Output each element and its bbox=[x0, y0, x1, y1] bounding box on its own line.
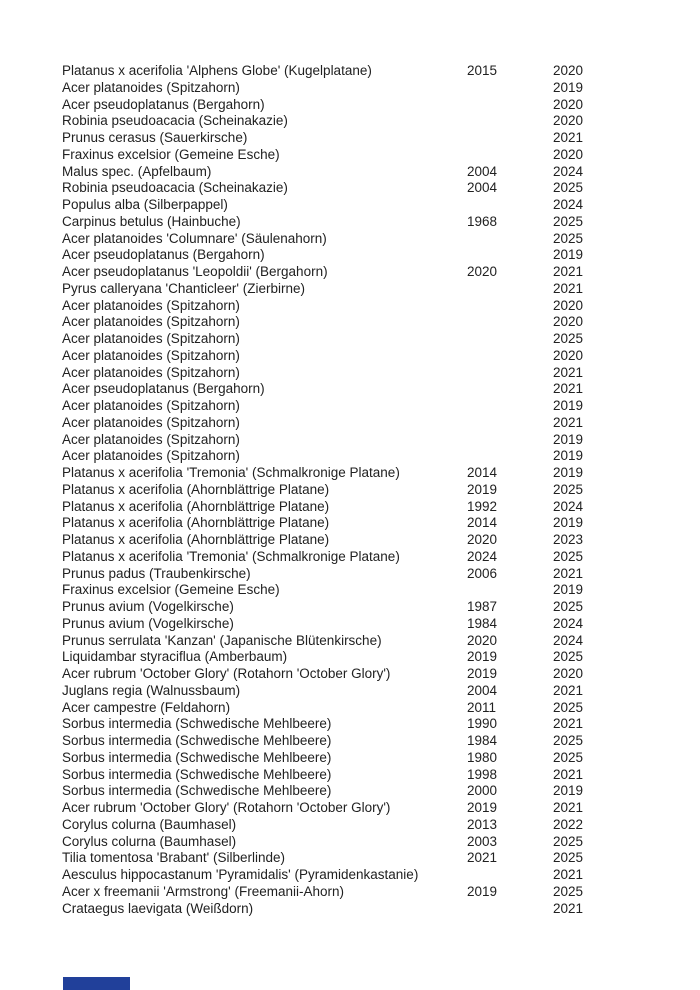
species-name: Acer platanoides (Spitzahorn) bbox=[62, 314, 240, 330]
year-second: 2025 bbox=[553, 230, 584, 246]
year-second: 2021 bbox=[553, 381, 584, 397]
table-row bbox=[62, 616, 622, 633]
table-row bbox=[62, 850, 622, 867]
species-name: Acer platanoides (Spitzahorn) bbox=[62, 297, 240, 313]
year-first bbox=[467, 582, 553, 599]
species-name: Tilia tomentosa 'Brabant' (Silberlinde) bbox=[62, 850, 286, 866]
year-second: 2021 bbox=[553, 766, 584, 782]
year-first: 1987 bbox=[467, 599, 498, 614]
year-first: 2019 bbox=[467, 883, 498, 899]
year-first: 1998 bbox=[467, 766, 498, 782]
year-second: 2024 bbox=[553, 632, 584, 648]
year-second: 2019 bbox=[553, 515, 584, 531]
year-first bbox=[467, 415, 553, 432]
year-second: 2019 bbox=[553, 431, 584, 447]
species-name: Fraxinus excelsior (Gemeine Esche) bbox=[62, 146, 280, 162]
table-row bbox=[62, 130, 622, 147]
table-row bbox=[62, 599, 622, 616]
year-first: 2013 bbox=[467, 816, 498, 832]
species-name: Acer platanoides (Spitzahorn) bbox=[62, 448, 240, 464]
year-second: 2025 bbox=[553, 749, 584, 765]
year-second: 2019 bbox=[553, 448, 584, 464]
species-name: Corylus colurna (Baumhasel) bbox=[62, 816, 237, 832]
table-row bbox=[62, 499, 622, 516]
species-name: Prunus avium (Vogelkirsche) bbox=[62, 599, 234, 614]
species-name: Acer pseudoplatanus (Bergahorn) bbox=[62, 96, 265, 112]
year-first bbox=[467, 348, 553, 365]
year-first bbox=[467, 298, 553, 315]
year-first: 2019 bbox=[467, 481, 498, 497]
species-name: Platanus x acerifolia 'Tremonia' (Schmalkronige Platane) bbox=[62, 465, 400, 480]
species-name: Robinia pseudoacacia (Scheinakazie) bbox=[62, 180, 288, 196]
species-name: Acer x freemanii 'Armstrong' (Freemanii-Ahorn) bbox=[62, 883, 344, 899]
year-second: 2025 bbox=[553, 331, 584, 346]
year-first: 2004 bbox=[467, 163, 498, 179]
table-row bbox=[62, 180, 622, 197]
year-first: 2019 bbox=[467, 666, 498, 681]
table-row bbox=[62, 415, 622, 432]
species-name: Acer pseudoplatanus 'Leopoldii' (Bergahorn) bbox=[62, 264, 328, 279]
table-row bbox=[62, 164, 622, 181]
species-name: Acer platanoides (Spitzahorn) bbox=[62, 414, 240, 430]
year-second: 2020 bbox=[553, 96, 584, 112]
tree-table bbox=[62, 63, 622, 917]
table-row bbox=[62, 649, 622, 666]
species-name: Sorbus intermedia (Schwedische Mehlbeere) bbox=[62, 766, 332, 782]
year-first: 1992 bbox=[467, 498, 498, 514]
year-first bbox=[467, 314, 553, 331]
year-first: 2011 bbox=[467, 699, 497, 715]
year-second: 2021 bbox=[553, 130, 584, 145]
species-name: Sorbus intermedia (Schwedische Mehlbeere) bbox=[62, 716, 332, 732]
year-second: 2024 bbox=[553, 163, 584, 179]
species-name: Sorbus intermedia (Schwedische Mehlbeere) bbox=[62, 733, 332, 748]
table-row bbox=[62, 566, 622, 583]
year-second: 2019 bbox=[553, 79, 584, 95]
year-second: 2020 bbox=[553, 146, 584, 162]
year-first bbox=[467, 381, 553, 398]
year-second: 2019 bbox=[553, 783, 584, 799]
species-name: Prunus avium (Vogelkirsche) bbox=[62, 615, 234, 631]
species-name: Platanus x acerifolia 'Tremonia' (Schmalkronige Platane) bbox=[62, 548, 400, 564]
species-name: Acer platanoides (Spitzahorn) bbox=[62, 364, 240, 380]
table-row bbox=[62, 800, 622, 817]
species-name: Platanus x acerifolia (Ahornblättrige Platane) bbox=[62, 515, 330, 531]
table-row bbox=[62, 750, 622, 767]
species-name: Sorbus intermedia (Schwedische Mehlbeere) bbox=[62, 749, 332, 765]
year-first bbox=[467, 448, 553, 465]
year-first: 1990 bbox=[467, 716, 498, 732]
species-name: Acer pseudoplatanus (Bergahorn) bbox=[62, 381, 265, 397]
species-name: Platanus x acerifolia (Ahornblättrige Platane) bbox=[62, 532, 330, 547]
year-first bbox=[467, 247, 553, 264]
year-second: 2021 bbox=[553, 800, 584, 815]
table-row bbox=[62, 398, 622, 415]
year-first: 2000 bbox=[467, 783, 498, 799]
year-first bbox=[467, 113, 553, 130]
year-second: 2020 bbox=[553, 63, 584, 78]
year-first: 2004 bbox=[467, 682, 498, 698]
year-first bbox=[467, 281, 553, 298]
year-first: 1984 bbox=[467, 733, 498, 748]
year-second: 2021 bbox=[553, 867, 584, 882]
year-second: 2021 bbox=[553, 565, 584, 581]
year-first: 2003 bbox=[467, 833, 498, 849]
species-name: Prunus serrulata 'Kanzan' (Japanische Blütenkirsche) bbox=[62, 632, 382, 648]
year-second: 2021 bbox=[553, 280, 584, 296]
species-name: Acer platanoides (Spitzahorn) bbox=[62, 331, 240, 346]
table-row bbox=[62, 633, 622, 650]
table-row bbox=[62, 197, 622, 214]
table-row bbox=[62, 783, 622, 800]
table-row bbox=[62, 80, 622, 97]
year-second: 2020 bbox=[553, 347, 584, 363]
year-first bbox=[467, 331, 553, 348]
species-name: Populus alba (Silberpappel) bbox=[62, 197, 228, 212]
year-second: 2024 bbox=[553, 197, 584, 212]
year-first: 2014 bbox=[467, 515, 498, 531]
year-first bbox=[467, 398, 553, 415]
year-second: 2019 bbox=[553, 465, 584, 480]
table-row bbox=[62, 314, 622, 331]
species-name: Acer platanoides (Spitzahorn) bbox=[62, 347, 240, 363]
year-second: 2020 bbox=[553, 666, 584, 681]
year-second: 2020 bbox=[553, 314, 584, 330]
table-row bbox=[62, 214, 622, 231]
species-name: Acer rubrum 'October Glory' (Rotahorn 'October Glory') bbox=[62, 666, 391, 681]
year-first: 1984 bbox=[467, 615, 498, 631]
table-row bbox=[62, 549, 622, 566]
species-name: Acer pseudoplatanus (Bergahorn) bbox=[62, 247, 265, 263]
species-name: Platanus x acerifolia (Ahornblättrige Platane) bbox=[62, 498, 330, 514]
table-row bbox=[62, 147, 622, 164]
year-first bbox=[467, 867, 553, 884]
year-second: 2025 bbox=[553, 481, 584, 497]
year-second: 2025 bbox=[553, 699, 584, 715]
species-name: Malus spec. (Apfelbaum) bbox=[62, 163, 212, 179]
year-second: 2021 bbox=[553, 364, 584, 380]
table-row bbox=[62, 733, 622, 750]
table-row bbox=[62, 716, 622, 733]
year-second: 2025 bbox=[553, 883, 584, 899]
year-first: 2014 bbox=[467, 465, 498, 480]
year-first bbox=[467, 197, 553, 214]
table-row bbox=[62, 365, 622, 382]
year-first: 2006 bbox=[467, 565, 498, 581]
species-name: Sorbus intermedia (Schwedische Mehlbeere) bbox=[62, 783, 332, 799]
year-first: 2020 bbox=[467, 264, 498, 279]
species-name: Aesculus hippocastanum 'Pyramidalis' (Pyramidenkastanie) bbox=[62, 867, 419, 882]
table-row bbox=[62, 515, 622, 532]
table-row bbox=[62, 767, 622, 784]
species-name: Acer platanoides (Spitzahorn) bbox=[62, 79, 240, 95]
year-first: 2019 bbox=[467, 800, 498, 815]
species-name: Fraxinus excelsior (Gemeine Esche) bbox=[62, 582, 280, 598]
table-row bbox=[62, 331, 622, 348]
species-name: Pyrus calleryana 'Chanticleer' (Zierbirne) bbox=[62, 280, 305, 296]
table-row bbox=[62, 834, 622, 851]
year-second: 2022 bbox=[553, 816, 584, 832]
year-first: 1968 bbox=[467, 213, 498, 229]
table-row bbox=[62, 582, 622, 599]
species-name: Juglans regia (Walnussbaum) bbox=[62, 682, 241, 698]
year-second: 2020 bbox=[553, 297, 584, 313]
table-row bbox=[62, 298, 622, 315]
table-row bbox=[62, 113, 622, 130]
table-row bbox=[62, 867, 622, 884]
table-row bbox=[62, 884, 622, 901]
year-second: 2021 bbox=[553, 264, 584, 279]
year-second: 2019 bbox=[553, 398, 584, 413]
table-row bbox=[62, 448, 622, 465]
table-row bbox=[62, 97, 622, 114]
year-first bbox=[467, 901, 553, 918]
species-name: Platanus x acerifolia 'Alphens Globe' (Kugelplatane) bbox=[62, 63, 372, 78]
species-name: Carpinus betulus (Hainbuche) bbox=[62, 213, 241, 229]
species-name: Platanus x acerifolia (Ahornblättrige Platane) bbox=[62, 481, 330, 497]
footer-partial-button[interactable] bbox=[63, 977, 130, 990]
year-first bbox=[467, 97, 553, 114]
table-row bbox=[62, 465, 622, 482]
year-second: 2025 bbox=[553, 548, 584, 564]
species-name: Acer platanoides (Spitzahorn) bbox=[62, 398, 240, 413]
year-second: 2024 bbox=[553, 498, 584, 514]
table-row bbox=[62, 482, 622, 499]
table-row bbox=[62, 281, 622, 298]
year-second: 2021 bbox=[553, 900, 584, 916]
species-name: Prunus cerasus (Sauerkirsche) bbox=[62, 130, 248, 145]
table-row bbox=[62, 817, 622, 834]
species-name: Acer platanoides 'Columnare' (Säulenahorn) bbox=[62, 230, 327, 246]
year-second: 2025 bbox=[553, 213, 584, 229]
table-row bbox=[62, 901, 622, 918]
table-row bbox=[62, 247, 622, 264]
year-first bbox=[467, 130, 553, 147]
species-name: Acer rubrum 'October Glory' (Rotahorn 'October Glory') bbox=[62, 800, 391, 815]
table-row bbox=[62, 432, 622, 449]
year-first: 2024 bbox=[467, 548, 498, 564]
year-second: 2023 bbox=[553, 532, 584, 547]
year-second: 2025 bbox=[553, 833, 584, 849]
year-second: 2025 bbox=[553, 599, 584, 614]
year-first: 2015 bbox=[467, 63, 498, 78]
year-second: 2025 bbox=[553, 850, 584, 866]
year-second: 2025 bbox=[553, 649, 584, 665]
table-row bbox=[62, 63, 622, 80]
year-second: 2021 bbox=[553, 682, 584, 698]
year-second: 2021 bbox=[553, 716, 584, 732]
species-name: Prunus padus (Traubenkirsche) bbox=[62, 565, 251, 581]
year-second: 2020 bbox=[553, 113, 584, 129]
year-first bbox=[467, 147, 553, 164]
species-name: Crataegus laevigata (Weißdorn) bbox=[62, 900, 254, 916]
year-first bbox=[467, 365, 553, 382]
year-second: 2021 bbox=[553, 414, 584, 430]
species-name: Acer campestre (Feldahorn) bbox=[62, 699, 231, 715]
table-row bbox=[62, 381, 622, 398]
year-first bbox=[467, 80, 553, 97]
year-first: 1980 bbox=[467, 749, 498, 765]
year-second: 2024 bbox=[553, 615, 584, 631]
year-first: 2020 bbox=[467, 632, 498, 648]
year-second: 2025 bbox=[553, 180, 584, 196]
species-name: Acer platanoides (Spitzahorn) bbox=[62, 431, 240, 447]
table-row bbox=[62, 683, 622, 700]
year-first: 2004 bbox=[467, 180, 498, 196]
table-row bbox=[62, 231, 622, 248]
year-first bbox=[467, 432, 553, 449]
year-first: 2021 bbox=[467, 850, 498, 866]
year-second: 2025 bbox=[553, 733, 584, 748]
year-first: 2020 bbox=[467, 532, 498, 547]
year-first: 2019 bbox=[467, 649, 498, 665]
species-name: Robinia pseudoacacia (Scheinakazie) bbox=[62, 113, 288, 129]
table-row bbox=[62, 532, 622, 549]
table-row bbox=[62, 700, 622, 717]
species-name: Liquidambar styraciflua (Amberbaum) bbox=[62, 649, 288, 665]
species-name: Corylus colurna (Baumhasel) bbox=[62, 833, 237, 849]
table-row bbox=[62, 348, 622, 365]
table-row bbox=[62, 264, 622, 281]
table-row bbox=[62, 666, 622, 683]
year-second: 2019 bbox=[553, 582, 584, 598]
year-second: 2019 bbox=[553, 247, 584, 263]
year-first bbox=[467, 231, 553, 248]
